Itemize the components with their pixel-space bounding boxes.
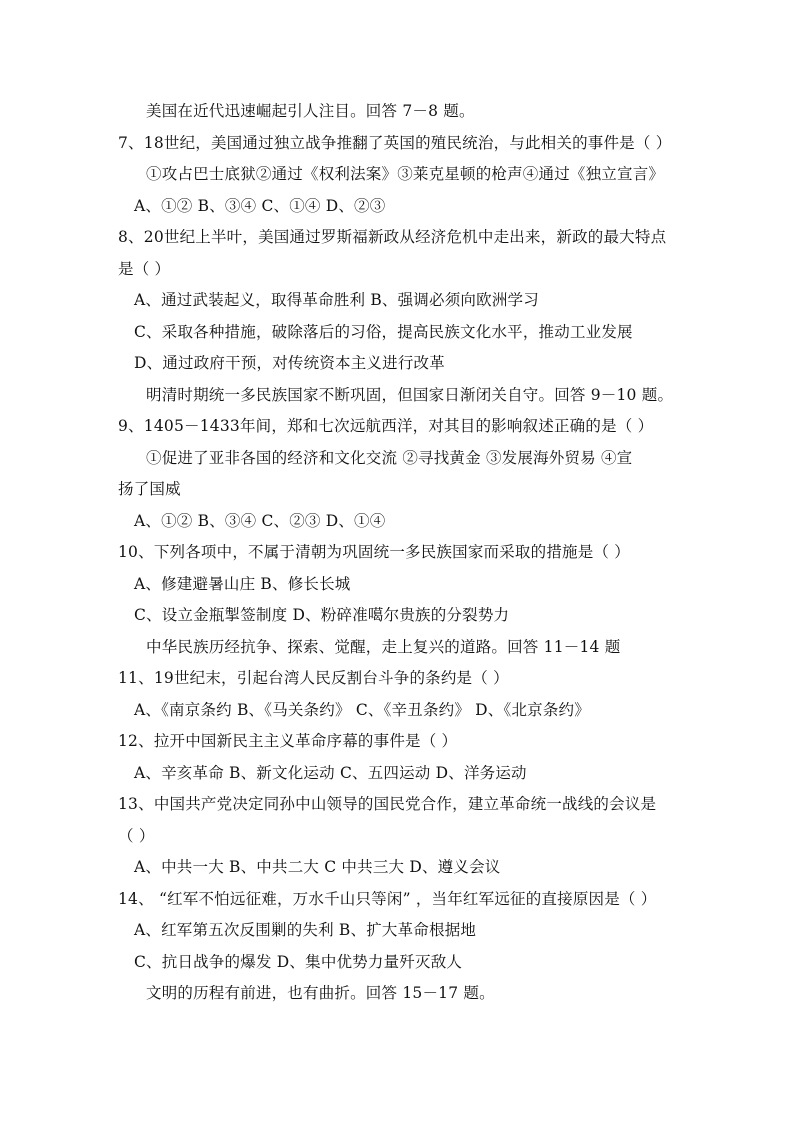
question-14-stem: 14、 “红军不怕远征难，万水千山只等闲” ，当年红军远征的直接原因是（ ） — [118, 890, 657, 908]
question-12-stem: 12、拉开中国新民主主义革命序幕的事件是（ ） — [118, 732, 458, 750]
question-14-option-ab: A、红军第五次反围剿的失利 B、扩大革命根据地 — [134, 921, 477, 939]
question-14-option-cd: C、抗日战争的爆发 D、集中优势力量歼灭敌人 — [134, 953, 463, 971]
question-9-items-cont: 扬了国威 — [118, 480, 181, 498]
question-11-options: A、《南京条约 B、《马关条约》 C、《辛丑条约》 D、《北京条约》 — [134, 701, 590, 719]
question-13-options: A、中共一大 B、中共二大 C 中共三大 D、遵义会议 — [134, 858, 501, 876]
section-intro: 明清时期统一多民族国家不断巩固，但国家日渐闭关自守。回答 9－10 题。 — [146, 386, 674, 404]
question-8-option-ab: A、通过武装起义，取得革命胜利 B、强调必须向欧洲学习 — [134, 291, 539, 309]
question-9-options: A、①② B、③④ C、②③ D、①④ — [134, 512, 386, 530]
question-9-items: ①促进了亚非各国的经济和文化交流 ②寻找黄金 ③发展海外贸易 ④宣 — [146, 449, 633, 467]
question-7-stem: 7、18世纪，美国通过独立战争推翻了英国的殖民统治，与此相关的事件是（ ） — [118, 134, 672, 152]
section-intro: 美国在近代迅速崛起引人注目。回答 7－8 题。 — [146, 102, 475, 120]
question-13-stem-cont: （ ） — [118, 827, 155, 845]
question-12-options: A、辛亥革命 B、新文化运动 C、五四运动 D、洋务运动 — [134, 764, 527, 782]
question-10-stem: 10、下列各项中，不属于清朝为巩固统一多民族国家而采取的措施是（ ） — [118, 543, 630, 561]
question-10-option-ab: A、修建避暑山庄 B、修长长城 — [134, 575, 351, 593]
question-9-stem: 9、1405－1433年间，郑和七次远航西洋，对其目的影响叙述正确的是（ ） — [118, 417, 654, 435]
question-10-option-cd: C、设立金瓶掣签制度 D、粉碎准噶尔贵族的分裂势力 — [134, 606, 510, 624]
section-intro: 中华民族历经抗争、探索、觉醒，走上复兴的道路。回答 11－14 题 — [146, 638, 621, 656]
question-8-option-d: D、通过政府干预，对传统资本主义进行改革 — [134, 354, 445, 372]
question-13-stem: 13、中国共产党决定同孙中山领导的国民党合作，建立革命统一战线的会议是 — [118, 795, 657, 813]
question-8-stem-cont: 是（ ） — [118, 260, 171, 278]
section-intro: 文明的历程有前进，也有曲折。回答 15－17 题。 — [146, 984, 495, 1002]
question-8-option-c: C、采取各种措施，破除落后的习俗，提高民族文化水平，推动工业发展 — [134, 323, 633, 341]
question-7-items: ①攻占巴士底狱②通过《权利法案》③莱克星顿的枪声④通过《独立宣言》 — [146, 165, 665, 183]
question-7-options: A、①② B、③④ C、①④ D、②③ — [134, 197, 386, 215]
question-11-stem: 11、19世纪末，引起台湾人民反割台斗争的条约是（ ） — [118, 669, 509, 687]
question-8-stem: 8、20世纪上半叶，美国通过罗斯福新政从经济危机中走出来，新政的最大特点 — [118, 228, 667, 246]
